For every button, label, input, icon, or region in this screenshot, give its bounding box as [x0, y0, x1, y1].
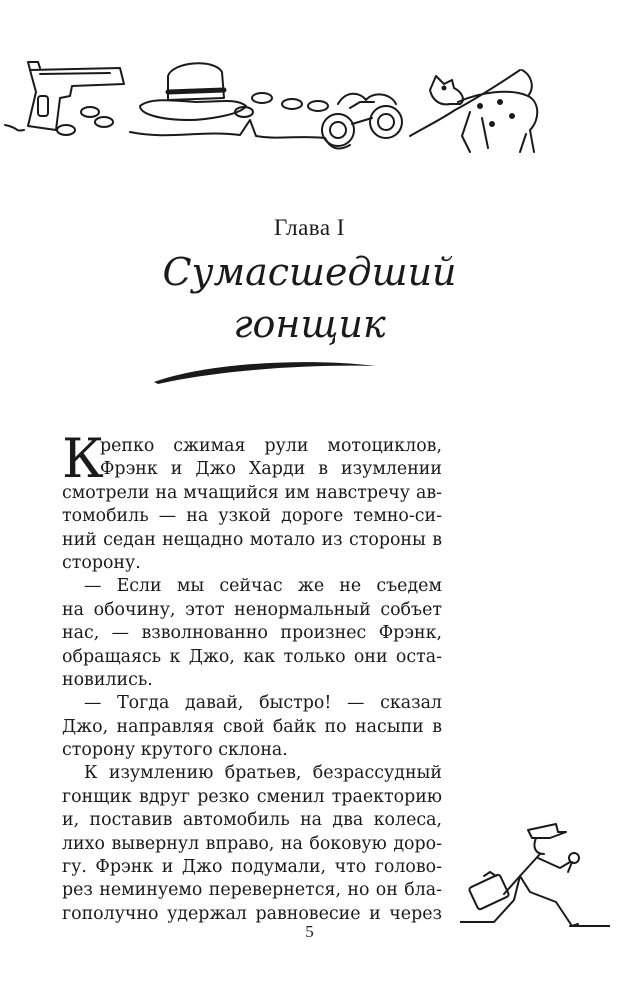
text-line: сторону.: [62, 552, 141, 573]
text-line: сторону крутого склона.: [62, 740, 288, 761]
text-line: нас, — взволнованно произнес Фрэнк,: [62, 623, 442, 644]
text-line: новились.: [62, 669, 153, 690]
chapter-label: Глава I: [274, 215, 345, 240]
drop-cap: К: [62, 427, 104, 490]
text-line: обращаясь к Джо, как только они оста-: [62, 646, 442, 667]
title-underline-swoosh: [150, 358, 380, 388]
text-line: томобиль — на узкой дороге темно-си-: [62, 506, 442, 527]
top-illustration: [0, 40, 619, 170]
chapter-title-line-1: Сумасшедший: [162, 250, 457, 294]
text-line: Фрэнк и Джо Харди в изумлении: [100, 459, 442, 480]
text-line: ний седан нещадно мотало из стороны в: [62, 529, 442, 550]
text-line: Джо, направляя свой байк по насыпи в: [62, 716, 442, 737]
running-detective-icon: [460, 818, 610, 933]
text-line: рез неминуемо перевернется, но он бла-: [62, 880, 442, 901]
binoculars-icon: [322, 94, 402, 146]
text-line: — Если мы сейчас же не съедем: [84, 576, 442, 597]
text-line: гонщик вдруг резко сменил траекторию: [62, 786, 442, 807]
text-line: и, поставив автомобиль на два колеса,: [62, 810, 442, 831]
chapter-title: [0, 246, 619, 350]
text-line: гу. Фрэнк и Джо подумали, что голово-: [62, 857, 442, 878]
text-line: К изумлению братьев, безрассудный: [84, 763, 442, 784]
text-line: гополучно удержал равновесие и через: [62, 903, 442, 924]
text-line: смотрели на мчащийся им навстречу ав-: [62, 482, 442, 503]
chapter-body: [62, 427, 442, 926]
text-line: — Тогда давай, быстро! — сказал: [84, 693, 442, 714]
text-line: лихо вывернул вправо, на боковую доро-: [62, 833, 442, 854]
text-line: репко сжимая рули мотоциклов,: [100, 436, 442, 456]
text-line: на обочину, этот ненормальный собъет: [62, 599, 442, 620]
pistol-icon: [28, 62, 124, 130]
page-number: 5: [305, 922, 314, 941]
dog-icon: [430, 70, 537, 152]
hat-icon: [140, 63, 246, 120]
chapter-title-line-2: гонщик: [233, 302, 386, 346]
